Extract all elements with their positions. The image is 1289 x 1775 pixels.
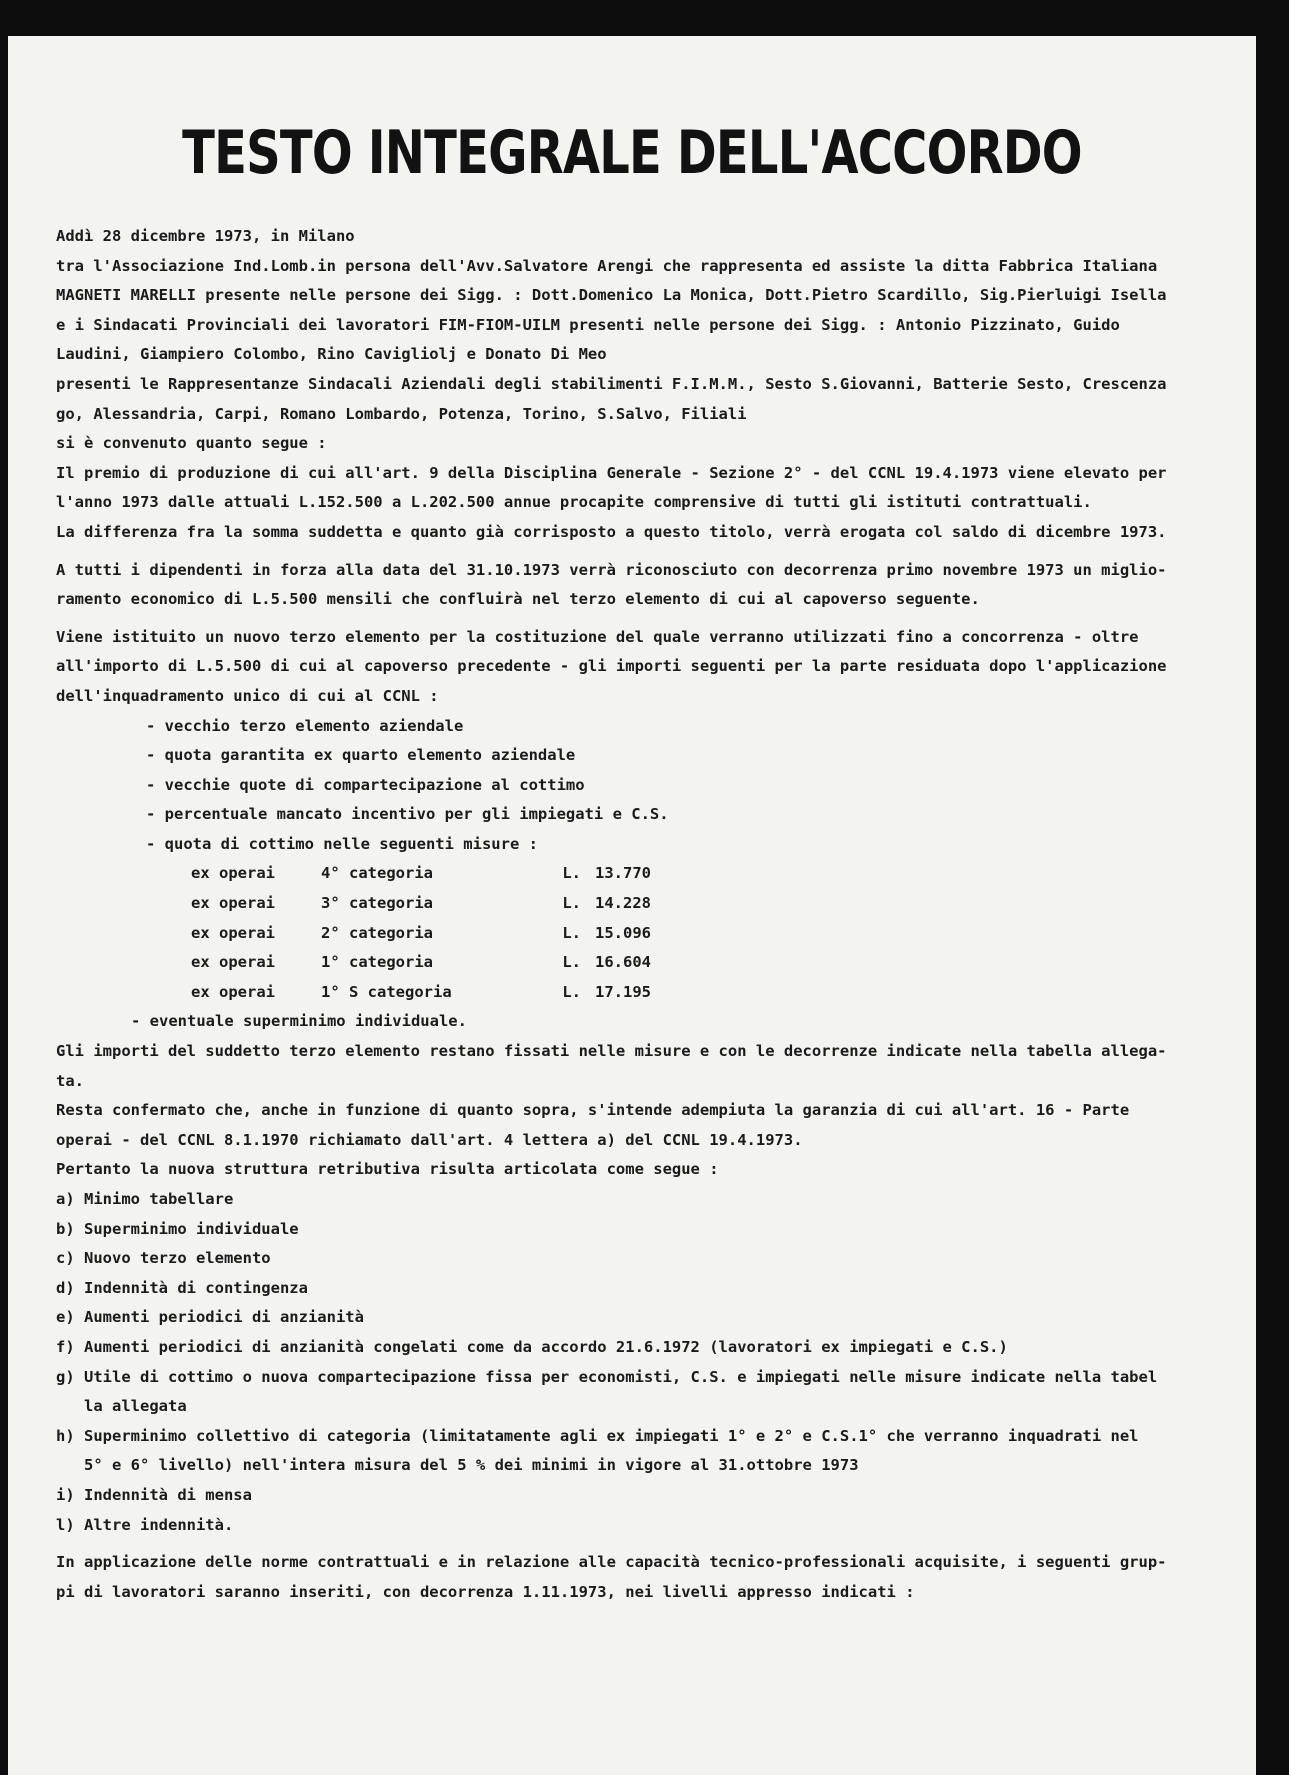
currency-cell: L. <box>562 923 581 942</box>
table-row <box>56 919 1248 949</box>
document-body <box>56 222 1248 1607</box>
text-line: A tutti i dipendenti in forza alla data del 31.10.1973 verrà riconosciuto con decorrenza primo novembre 1973 un miglio- <box>56 560 1167 579</box>
category-cell: 1° S categoria <box>321 982 452 1001</box>
text-line: Addì 28 dicembre 1973, in Milano <box>56 227 355 245</box>
category-cell: 3° categoria <box>321 894 434 913</box>
text-line: pi di lavoratori saranno inseriti, con decorrenza 1.11.1973, nei livelli appresso indicati : <box>56 1582 915 1601</box>
finale-paragraph <box>56 1548 1248 1607</box>
list-item: h) Superminimo collettivo di categoria (limitatamente agli ex impiegati 1° e 2° e C.S.1° che verranno inquadrati nel <box>56 1426 1139 1445</box>
text-line: ramento economico di L.5.500 mensili che confluirà nel terzo elemento di cui al capoverso seguente. <box>56 590 980 609</box>
list-item: a) Minimo tabellare <box>56 1190 234 1208</box>
category-cell: 4° categoria <box>321 864 434 883</box>
list-item: f) Aumenti periodici di anzianità congelati come da accordo 21.6.1972 (lavoratori ex impiegati e C.S.) <box>56 1337 1008 1356</box>
amount-cell: 13.770 <box>595 864 651 883</box>
list-item: d) Indennità di contingenza <box>56 1278 308 1297</box>
category-cell: 2° categoria <box>321 923 434 942</box>
currency-cell: L. <box>562 864 581 883</box>
premio-paragraph <box>56 459 1248 548</box>
list-item: e) Aumenti periodici di anzianità <box>56 1308 364 1327</box>
cottimo-table <box>56 859 1248 1007</box>
group-cell: ex operai <box>191 953 275 972</box>
text-line: dell'inquadramento unico di cui al CCNL : <box>56 686 439 705</box>
list-item: - vecchio terzo elemento aziendale <box>146 716 464 735</box>
list-item: - eventuale superminimo individuale. <box>131 1012 467 1031</box>
currency-cell: L. <box>562 894 581 913</box>
amount-cell: 14.228 <box>595 894 651 913</box>
category-cell: 1° categoria <box>321 953 434 972</box>
group-cell: ex operai <box>191 864 275 883</box>
text-line: ta. <box>56 1071 84 1090</box>
list-item: i) Indennità di mensa <box>56 1485 252 1504</box>
text-line: Pertanto la nuova struttura retributiva risulta articolata come segue : <box>56 1160 719 1179</box>
list-item: la allegata <box>56 1397 187 1416</box>
text-line: Il premio di produzione di cui all'art. 9 della Disciplina Generale - Sezione 2° - del CCNL 19.4.1973 viene elevato per <box>56 463 1167 482</box>
list-item: - vecchie quote di compartecipazione al cottimo <box>146 775 585 794</box>
list-item: g) Utile di cottimo o nuova compartecipazione fissa per economisti, C.S. e impiegati nelle misure indicate nella tabel <box>56 1367 1158 1386</box>
text-line: In applicazione delle norme contrattuali e in relazione alle capacità tecnico-professionali acquisite, i seguenti grup- <box>56 1553 1167 1572</box>
currency-cell: L. <box>562 953 581 972</box>
group-cell: ex operai <box>191 894 275 913</box>
list-item: - quota garantita ex quarto elemento aziendale <box>146 746 576 765</box>
text-line: operai - del CCNL 8.1.1970 richiamato dall'art. 4 lettera a) del CCNL 19.4.1973. <box>56 1130 803 1149</box>
text-line: l'anno 1973 dalle attuali L.152.500 a L.202.500 annue procapite comprensive di tutti gli istituti contrattuali. <box>56 493 1092 512</box>
group-cell: ex operai <box>191 923 275 942</box>
text-line: all'importo di L.5.500 di cui al capoverso precedente - gli importi seguenti per la parte residuata dopo l'applicazione <box>56 657 1167 676</box>
struttura-section <box>56 1155 1248 1540</box>
list-item: c) Nuovo terzo elemento <box>56 1249 271 1268</box>
text-line: La differenza fra la somma suddetta e quanto già corrisposto a questo titolo, verrà erogata col saldo di dicembre 1973. <box>56 522 1167 541</box>
document-page <box>8 36 1256 1775</box>
importi-paragraph <box>56 1037 1248 1155</box>
table-row <box>56 978 1248 1008</box>
text-line: Viene istituito un nuovo terzo elemento per la costituzione del quale verranno utilizzati fino a concorrenza - oltre <box>56 627 1139 646</box>
components-list <box>56 712 1248 860</box>
document-title: TESTO INTEGRALE DELL'ACCORDO <box>182 118 1082 188</box>
table-row <box>56 859 1248 889</box>
list-item: b) Superminimo individuale <box>56 1219 299 1238</box>
text-line: si è convenuto quanto segue : <box>56 434 327 453</box>
list-item: 5° e 6° livello) nell'intera misura del 5 % dei minimi in vigore al 31.ottobre 1973 <box>56 1456 859 1475</box>
text-line: go, Alessandria, Carpi, Romano Lombardo, Potenza, Torino, S.Salvo, Filiali <box>56 404 747 423</box>
currency-cell: L. <box>562 982 581 1001</box>
list-item: - quota di cottimo nelle seguenti misure : <box>146 834 538 853</box>
table-row <box>56 889 1248 919</box>
terzo-elemento-paragraph <box>56 623 1248 712</box>
text-line: Resta confermato che, anche in funzione di quanto sopra, s'intende adempiuta la garanzia di cui all'art. 16 - Parte <box>56 1101 1130 1120</box>
text-line: Gli importi del suddetto terzo elemento restano fissati nelle misure e con le decorrenze indicate nella tabella allega- <box>56 1042 1167 1061</box>
intro-paragraph <box>56 222 1248 459</box>
table-row <box>56 948 1248 978</box>
list-item: - percentuale mancato incentivo per gli impiegati e C.S. <box>146 805 669 824</box>
amount-cell: 17.195 <box>595 982 651 1001</box>
text-line: Laudini, Giampiero Colombo, Rino Cavigliolj e Donato Di Meo <box>56 345 607 364</box>
text-line: e i Sindacati Provinciali dei lavoratori FIM-FIOM-UILM presenti nelle persone dei Sigg. : Antonio Pizzinato, Guido <box>56 315 1120 334</box>
amount-cell: 15.096 <box>595 923 651 942</box>
list-item: l) Altre indennità. <box>56 1515 234 1534</box>
text-line: presenti le Rappresentanze Sindacali Aziendali degli stabilimenti F.I.M.M., Sesto S.Giovanni, Batterie Sesto, Crescenza <box>56 374 1167 393</box>
text-line: MAGNETI MARELLI presente nelle persone dei Sigg. : Dott.Domenico La Monica, Dott.Pietro Scardillo, Sig.Pierluigi Isella <box>56 286 1167 305</box>
miglioramento-paragraph <box>56 556 1248 615</box>
amount-cell: 16.604 <box>595 953 651 972</box>
group-cell: ex operai <box>191 982 275 1001</box>
text-line: tra l'Associazione Ind.Lomb.in persona dell'Avv.Salvatore Arengi che rappresenta ed assiste la ditta Fabbrica Italiana <box>56 256 1158 275</box>
